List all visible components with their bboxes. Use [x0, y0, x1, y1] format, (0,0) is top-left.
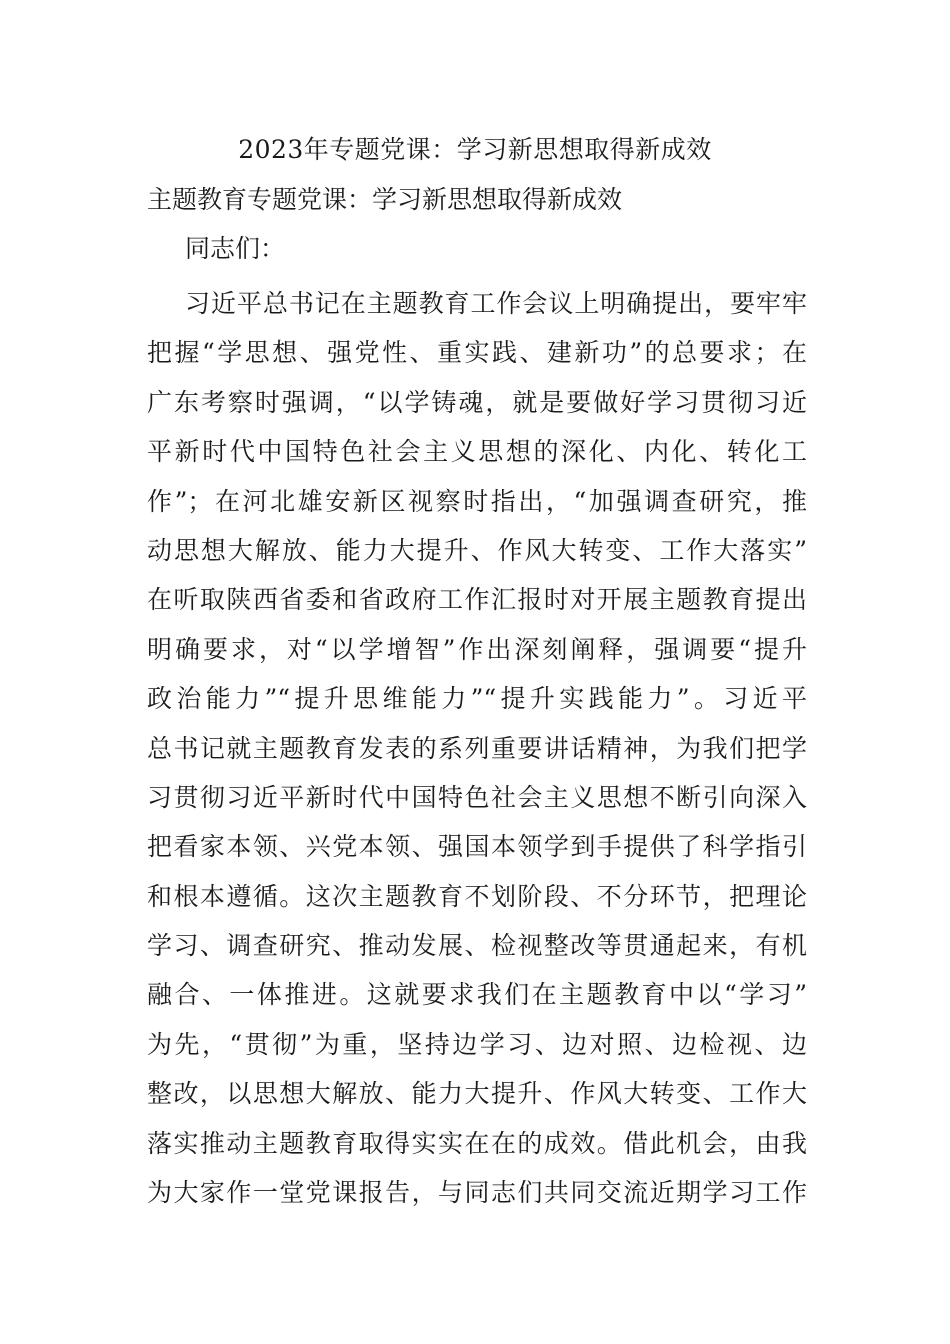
paragraph-line: 广东考察时强调，“以学铸魂，就是要做好学习贯彻习近: [147, 387, 807, 417]
paragraph-line: 融合、一体推进。这就要求我们在主题教育中以“学习”: [147, 980, 807, 1010]
paragraph-line: 把握“学思想、强党性、重实践、建新功”的总要求；在: [147, 338, 807, 368]
greeting-line: 同志们：: [185, 234, 286, 263]
paragraph-line: 为大家作一堂党课报告，与同志们共同交流近期学习工作: [147, 1178, 807, 1208]
paragraph-line: 政治能力”“提升思维能力”“提升实践能力”。习近平: [147, 684, 807, 714]
paragraph-line: 把看家本领、兴党本领、强国本领学到手提供了科学指引: [147, 832, 807, 862]
paragraph-line: 整改，以思想大解放、能力大提升、作风大转变、工作大: [147, 1079, 807, 1109]
paragraph-line: 平新时代中国特色社会主义思想的深化、内化、转化工: [147, 437, 807, 467]
paragraph-line: 学习、调查研究、推动发展、检视整改等贯通起来，有机: [147, 931, 807, 961]
paragraph-line: 明确要求，对“以学增智”作出深刻阐释，强调要“提升: [147, 634, 807, 664]
paragraph-line: 作”；在河北雄安新区视察时指出，“加强调查研究，推: [147, 486, 807, 516]
paragraph-line: 落实推动主题教育取得实实在在的成效。借此机会，由我: [147, 1128, 807, 1158]
document-subtitle: 主题教育专题党课：学习新思想取得新成效: [147, 185, 623, 214]
paragraph-line: 习贯彻习近平新时代中国特色社会主义思想不断引向深入: [147, 782, 807, 812]
paragraph-line: 习近平总书记在主题教育工作会议上明确提出，要牢牢: [185, 289, 807, 318]
document-title: 2023年专题党课：学习新思想取得新成效: [238, 135, 712, 164]
paragraph-line: 动思想大解放、能力大提升、作风大转变、工作大落实”: [147, 535, 807, 565]
paragraph-line: 和根本遵循。这次主题教育不划阶段、不分环节，把理论: [147, 881, 807, 911]
body-paragraph: [147, 279, 807, 1217]
paragraph-line: 为先，“贯彻”为重，坚持边学习、边对照、边检视、边: [147, 1029, 807, 1059]
paragraph-line: 在听取陕西省委和省政府工作汇报时对开展主题教育提出: [147, 585, 807, 615]
paragraph-line: 总书记就主题教育发表的系列重要讲话精神，为我们把学: [147, 733, 807, 763]
